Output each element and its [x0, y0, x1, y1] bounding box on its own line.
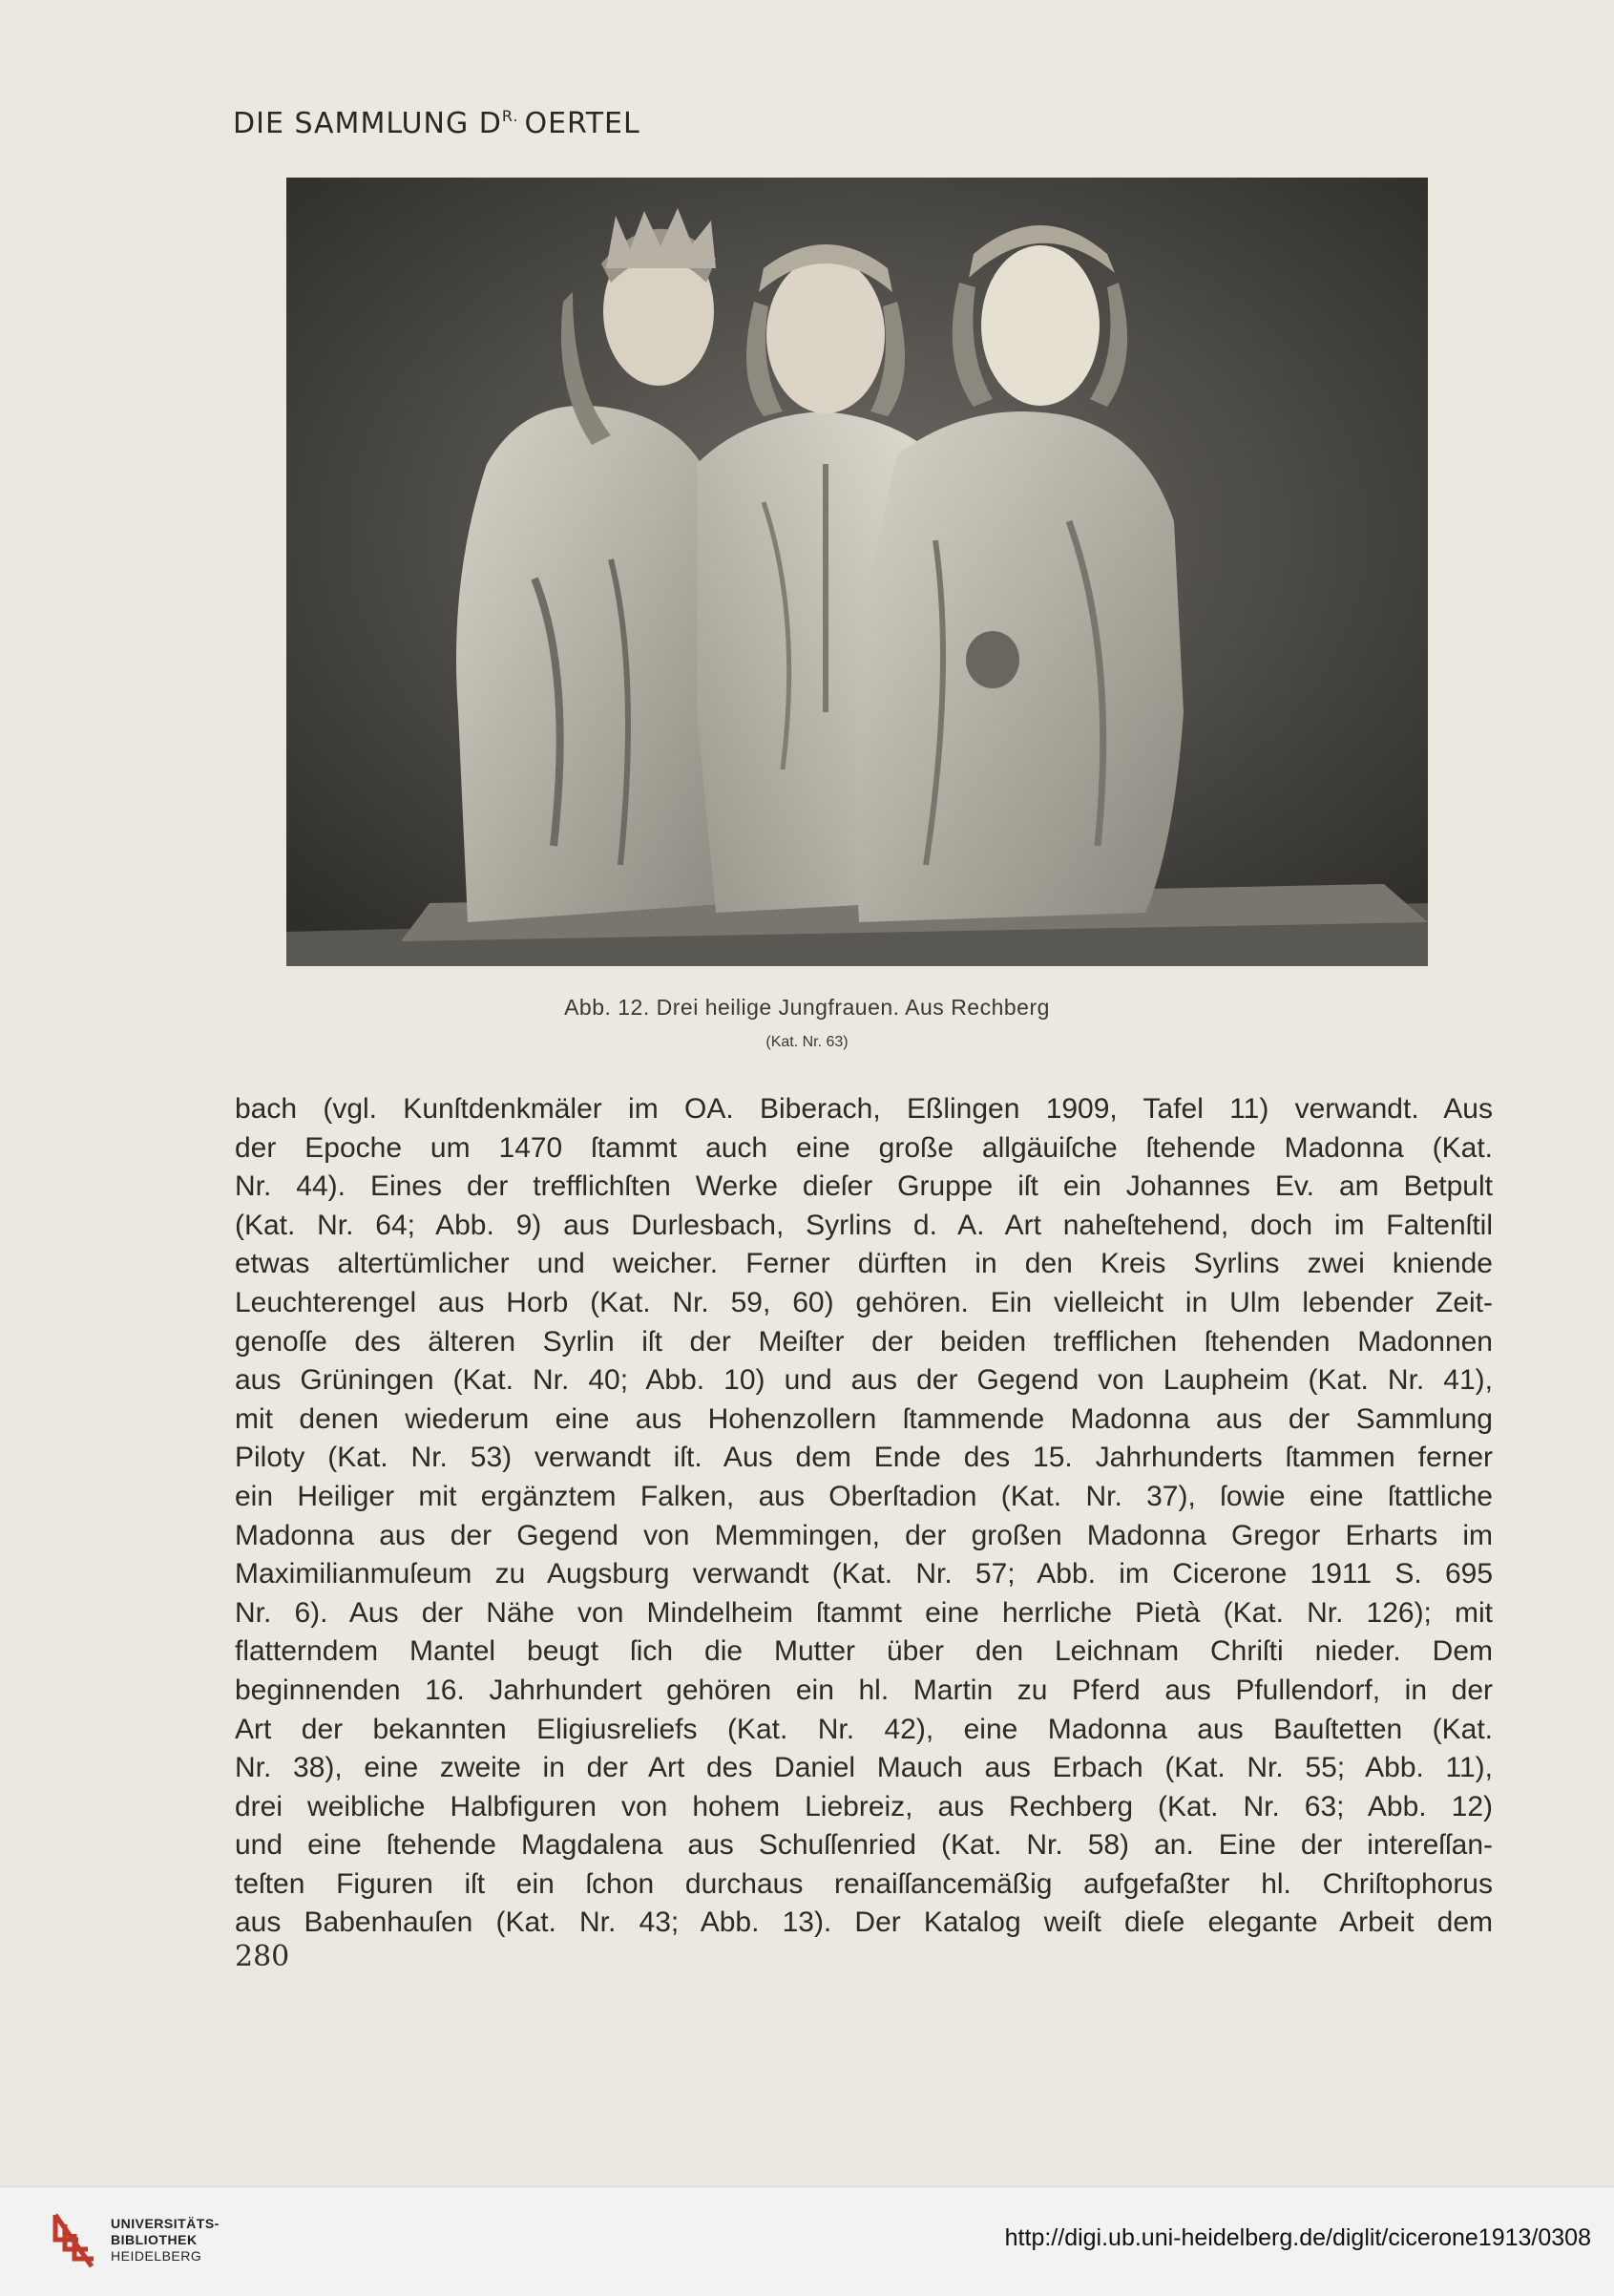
- body-line: genoſſe des älteren Syrlin iſt der Meiſter der beiden trefflichen ſtehenden Madonnen: [235, 1325, 1493, 1358]
- figure-catalog-reference: (Kat. Nr. 63): [765, 1034, 849, 1050]
- university-library-name[interactable]: [111, 2216, 220, 2264]
- figure-caption: Abb. 12. Drei heilige Jungfrauen. Aus Rechberg: [564, 995, 1050, 1020]
- body-line: Maximilianmuſeum zu Augsburg verwandt (Kat. Nr. 57; Abb. im Cicerone 1911 S. 695: [235, 1558, 1493, 1590]
- body-line: drei weibliche Halbfiguren von hohem Liebreiz, aus Rechberg (Kat. Nr. 63; Abb. 12): [235, 1790, 1493, 1822]
- body-line: ein Heiliger mit ergänztem Falken, aus Oberſtadion (Kat. Nr. 37), ſowie eine ſtattliche: [235, 1480, 1493, 1512]
- logo-line-3: HEIDELBERG: [111, 2248, 202, 2264]
- body-line: flatterndem Mantel beugt ſich die Mutter über den Leichnam Chriſti nieder. Dem: [235, 1635, 1493, 1668]
- body-line: aus Babenhauſen (Kat. Nr. 43; Abb. 13). Der Katalog weiſt dieſe elegante Arbeit dem: [235, 1906, 1493, 1939]
- running-head-tail: OERTEL: [524, 107, 640, 140]
- body-text: [235, 1090, 1493, 1943]
- body-line: Madonna aus der Gegend von Memmingen, der großen Madonna Gregor Erharts im: [235, 1519, 1493, 1551]
- body-line: Nr. 6). Aus der Nähe von Mindelheim ſtammt eine herrliche Pietà (Kat. Nr. 126); mit: [235, 1596, 1493, 1629]
- body-line: Nr. 38), eine zweite in der Art des Daniel Mauch aus Erbach (Kat. Nr. 55; Abb. 11),: [235, 1752, 1493, 1784]
- body-line: teſten Figuren iſt ein ſchon durchaus renaiſſancemäßig aufgefaßter hl. Chriſtophorus: [235, 1867, 1493, 1900]
- body-line: der Epoche um 1470 ſtammt auch eine große allgäuiſche ſtehende Madonna (Kat.: [235, 1131, 1493, 1164]
- body-line: bach (vgl. Kunſtdenkmäler im OA. Biberach, Eßlingen 1909, Tafel 11) verwandt. Aus: [235, 1093, 1493, 1125]
- running-head: [233, 107, 640, 140]
- running-head-superscript: R.: [501, 107, 519, 125]
- permalink-url[interactable]: http://digi.ub.uni-heidelberg.de/diglit/cicerone1913/0308: [1004, 2224, 1591, 2251]
- body-line: und eine ſtehende Magdalena aus Schuſſenried (Kat. Nr. 58) an. Eine der intereſſan-: [235, 1829, 1493, 1862]
- body-line: Art der bekannten Eligiusreliefs (Kat. Nr. 42), eine Madonna aus Bauſtetten (Kat.: [235, 1713, 1493, 1745]
- body-line: Nr. 44). Eines der trefflichſten Werke dieſer Gruppe iſt ein Johannes Ev. am Betpult: [235, 1170, 1493, 1203]
- body-line: etwas altertümlicher und weicher. Ferner dürften in den Kreis Syrlins zwei kniende: [235, 1248, 1493, 1280]
- logo-line-2: BIBLIOTHEK: [111, 2232, 198, 2247]
- logo-line-1: UNIVERSITÄTS-: [111, 2216, 220, 2231]
- body-line: mit denen wiederum eine aus Hohenzollern ſtammende Madonna aus der Sammlung: [235, 1402, 1493, 1435]
- running-head-main: DIE SAMMLUNG D: [233, 107, 502, 140]
- body-line: beginnenden 16. Jahrhundert gehören ein hl. Martin zu Pferd aus Pfullendorf, in der: [235, 1674, 1493, 1706]
- body-line: (Kat. Nr. 64; Abb. 9) aus Durlesbach, Syrlins d. A. Art naheſtehend, doch im Faltenſtil: [235, 1209, 1493, 1241]
- body-line: aus Grüningen (Kat. Nr. 40; Abb. 10) und aus der Gegend von Laupheim (Kat. Nr. 41),: [235, 1364, 1493, 1397]
- university-library-logo-icon[interactable]: [50, 2211, 97, 2270]
- page-number: 280: [235, 1940, 290, 1973]
- body-line: Piloty (Kat. Nr. 53) verwandt iſt. Aus dem Ende des 15. Jahrhunderts ſtammen ferner: [235, 1442, 1493, 1474]
- sculpture-photograph: [286, 178, 1428, 966]
- body-line: Leuchterengel aus Horb (Kat. Nr. 59, 60) gehören. Ein vielleicht in Ulm lebender Zeit-: [235, 1286, 1493, 1318]
